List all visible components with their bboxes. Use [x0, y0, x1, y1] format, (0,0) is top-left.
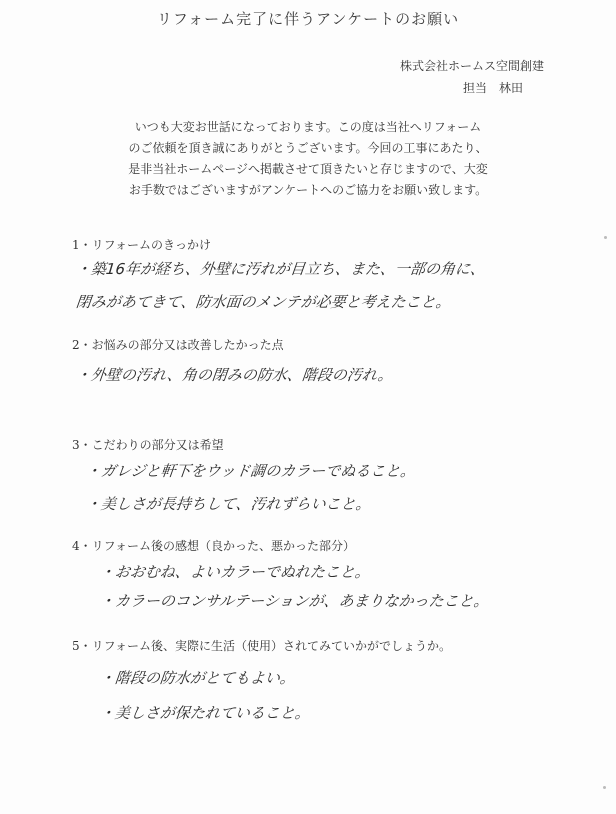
- question-label: 2・お悩みの部分又は改善したかった点: [72, 338, 284, 352]
- question-2: [72, 336, 592, 385]
- handwritten-answer: ・ガレジと軒下をウッド調のカラーでぬること。: [85, 462, 417, 480]
- intro-line: お手数ではございますがアンケートへのご協力をお願い致します。: [128, 183, 488, 197]
- question-label: 4・リフォーム後の感想（良かった、悪かった部分）: [72, 539, 356, 553]
- question-3: [72, 436, 592, 514]
- intro-line: 是非当社ホームページへ掲載させて頂きたいと存じますので、大変: [128, 162, 488, 176]
- question-5: [72, 637, 592, 723]
- question-label: 5・リフォーム後、実際に生活（使用）されてみていかがでしょうか。: [72, 639, 452, 653]
- handwritten-answer: ・階段の防水がとてもよい。: [99, 669, 296, 687]
- scan-speck: [604, 236, 607, 239]
- person-in-charge: 担当 林田: [462, 81, 523, 95]
- handwritten-answer: ・築16年が経ち、外壁に汚れが目立ち、また、一部の角に、: [75, 260, 486, 278]
- question-label: 3・こだわりの部分又は希望: [72, 438, 224, 452]
- handwritten-answer: ・外壁の汚れ、角の閉みの防水、階段の汚れ。: [75, 366, 394, 384]
- question-4: [72, 537, 592, 611]
- intro-paragraph: [0, 117, 616, 201]
- company-name: 株式会社ホームス空間創建: [399, 59, 544, 73]
- page-title: リフォーム完了に伴うアンケートのお願い: [156, 10, 460, 28]
- intro-line: いつも大変お世話になっております。この度は当社へリフォーム: [134, 120, 482, 134]
- handwritten-answer: ・美しさが保たれていること。: [99, 704, 311, 722]
- question-1: [72, 236, 592, 312]
- scan-speck: [603, 786, 606, 789]
- handwritten-answer: ・おおむね、よいカラーでぬれたこと。: [99, 563, 371, 581]
- intro-line: のご依頼を頂き誠にありがとうございます。今回の工事にあたり、: [128, 141, 488, 155]
- question-label: 1・リフォームのきっかけ: [72, 238, 212, 252]
- handwritten-answer: ・美しさが長持ちして、汚れずらいこと。: [85, 495, 372, 513]
- handwritten-answer: 閉みがあてきて、防水面のメンテが必要と考えたこと。: [75, 293, 452, 311]
- handwritten-answer: ・カラーのコンサルテーションが、あまりなかったこと。: [99, 592, 490, 610]
